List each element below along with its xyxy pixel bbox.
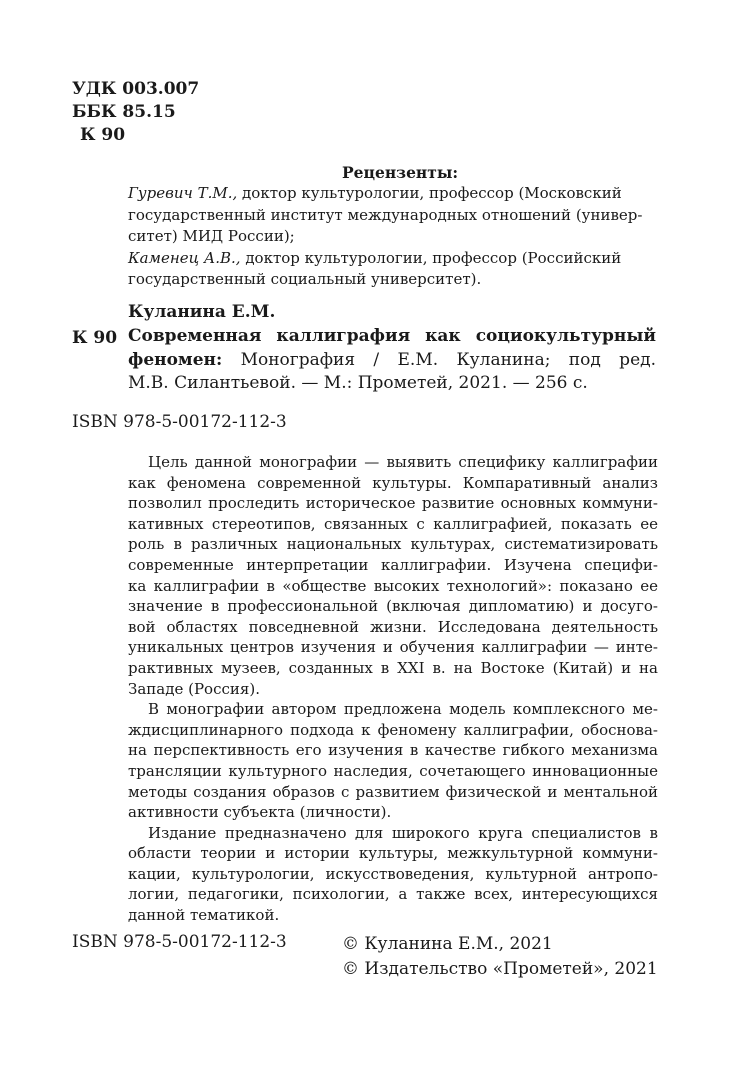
bbk-code: ББК 85.15: [72, 102, 176, 122]
annotation-line: данной тематикой.: [128, 906, 280, 925]
book-title-end: феномен:: [128, 349, 223, 370]
reviewer-entry: [128, 248, 658, 291]
reviewer-name: Гуревич Т.М.,: [128, 184, 238, 202]
copyright-publisher: © Издательство «Прометей», 2021: [342, 959, 658, 979]
isbn-top: ISBN 978-5-00172-112-3: [72, 412, 287, 432]
annotation-line: позволил проследить историческое развитие основных коммуни-: [128, 494, 658, 513]
bibliographic-author: Куланина Е.М.: [128, 302, 276, 322]
isbn-bottom: ISBN 978-5-00172-112-3: [72, 932, 287, 952]
annotation-line: уникальных центров изучения и обучения каллиграфии — инте-: [128, 638, 658, 657]
book-title: Современная каллиграфия как социокультурный: [128, 326, 656, 346]
annotation-line: вой областях повседневной жизни. Исследована деятельность: [128, 617, 658, 636]
annotation-line: В монографии автором предложена модель комплексного ме-: [148, 700, 658, 719]
annotation-line: как феномена современной культуры. Компаративный анализ: [128, 473, 658, 492]
reviewers-title: Рецензенты:: [342, 163, 459, 182]
biblio-line: М.В. Силантьевой. — М.: Прометей, 2021. — 256 с.: [128, 373, 588, 393]
copyright-author: © Куланина Е.М., 2021: [342, 934, 553, 954]
annotation-line: на перспективность его изучения в качестве гибкого механизма: [128, 741, 658, 760]
annotation-line: логии, педагогики, психологии, а также всех, интересующихся: [128, 885, 658, 904]
annotation-line: роль в различных национальных культурах, систематизировать: [128, 535, 658, 554]
annotation-line: области теории и истории культуры, межкультурной коммуни-: [128, 844, 658, 863]
annotation-line: кации, культурологии, искусствоведения, культурной антропо-: [128, 864, 658, 883]
biblio-line: [128, 325, 656, 349]
book-type-author: Монография / Е.М. Куланина; под ред.: [222, 349, 656, 370]
bibliographic-sign: К 90: [72, 328, 118, 348]
reviewer-text: доктор культурологии, профессор (Московский: [237, 184, 622, 202]
biblio-line: [128, 349, 656, 373]
reviewer-text: государственный институт международных отношений (универ-: [128, 205, 643, 224]
annotation-line: трансляции культурного наследия, сочетающего инновационные: [128, 761, 658, 780]
copyright-block: [342, 932, 658, 982]
annotation-line: ка каллиграфии в «обществе высоких технологий»: показано ее: [128, 576, 658, 595]
annotation-line: ждисциплинарного подхода к феномену каллиграфии, обоснова-: [128, 720, 658, 739]
annotation-line: методы создания образов с развитием физической и ментальной: [128, 782, 658, 801]
annotation-line: значение в профессиональной (включая дипломатию) и досуго-: [128, 597, 658, 616]
reviewer-name: Каменец А.В.,: [128, 248, 241, 267]
annotation-line: современные интерпретации каллиграфии. Изучена специфи-: [128, 555, 658, 574]
annotation-line: Западе (Россия).: [128, 679, 260, 698]
reviewer-text: ситет) МИД России);: [128, 227, 295, 245]
reviewer-text: государственный социальный университет).: [128, 270, 482, 288]
annotation-line: Цель данной монографии — выявить специфику каллиграфии: [148, 453, 658, 471]
annotation-line: кативных стереотипов, связанных с каллиграфией, показать ее: [128, 514, 658, 533]
annotation-line: рактивных музеев, созданных в XXI в. на Востоке (Китай) и на: [128, 658, 658, 677]
udk-code: УДК 003.007: [72, 79, 200, 99]
reviewers-list: [128, 183, 658, 291]
annotation-line: Издание предназначено для широкого круга специалистов в: [148, 823, 658, 842]
reviewer-text: доктор культурологии, профессор (Российский: [240, 248, 622, 267]
author-sign: К 90: [80, 125, 126, 145]
bibliographic-description: [128, 325, 656, 396]
reviewer-entry: [128, 183, 658, 248]
annotation-line: активности субъекта (личности).: [128, 803, 392, 822]
classification-codes: [72, 78, 199, 147]
annotation: [128, 452, 658, 926]
